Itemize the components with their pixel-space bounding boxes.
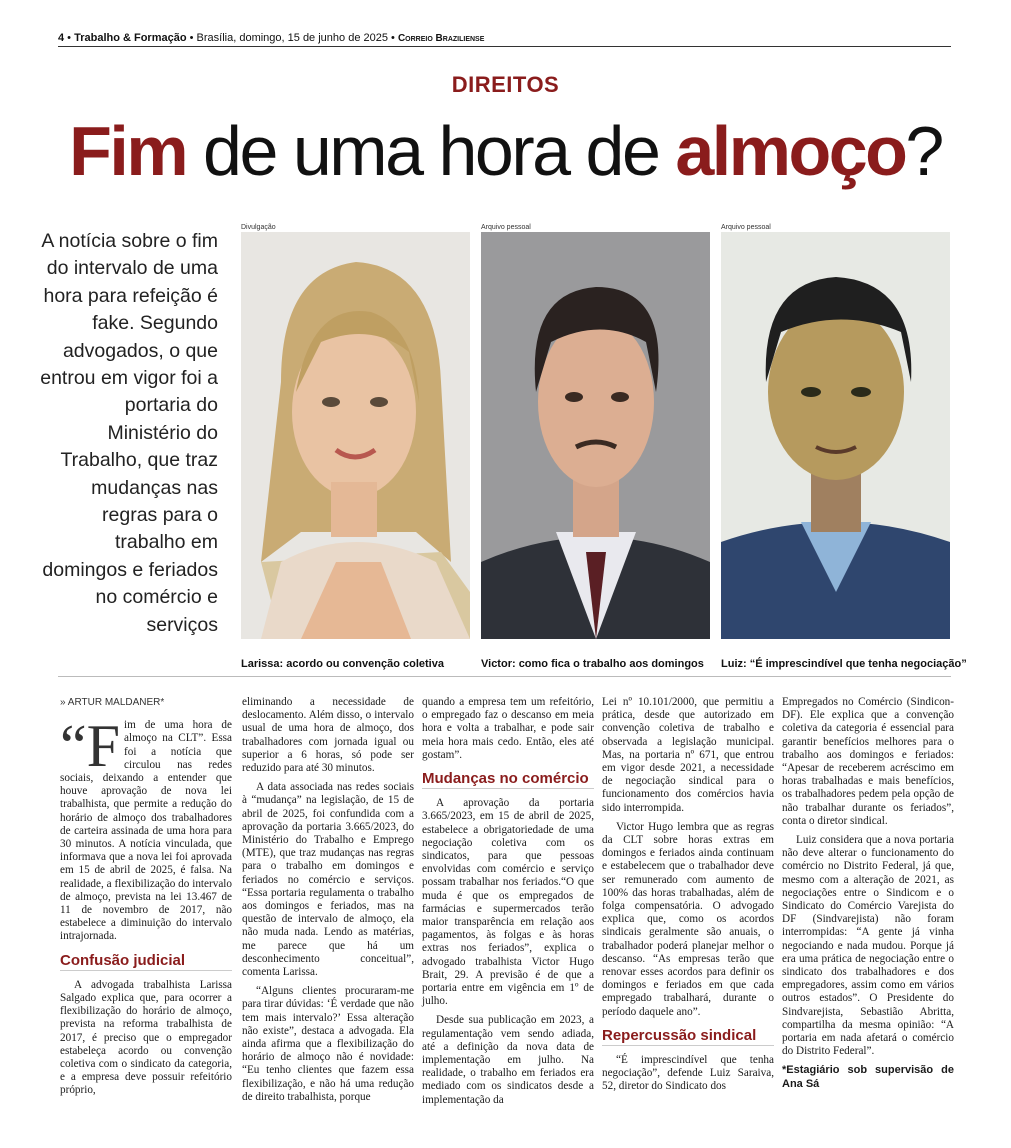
page-number: 4 [58,32,65,44]
photo-larissa [241,232,470,639]
portrait-victor-image [481,232,710,639]
headline-word-almoco: almoço [675,112,906,190]
caption-victor: Victor: como fica o trabalho aos domingos [481,658,704,670]
headline-question-mark: ? [905,112,942,190]
newspaper-brand: Correio Braziliense [397,33,485,44]
column-5-paragraph-1: Empregados no Comércio (Sindicon-DF). Ele explica que a convenção coletiva da categoria é essencial para garantir benefícios melhores para o trabalho aos domingos e feriados: “Apesar de receberem acréscimo em horas trabalhadas e mais benefícios, os trabalhadores pedem pela opção de não trabalhar durante os feriados”, conta o diretor sindical. [782,696,954,827]
column-3-paragraph-1: quando a empresa tem um refeitório, o empregado faz o descanso em meia hora e volta a trabalhar, e pode sair meia hora mais cedo. Então, eles até gostam”. [422,696,594,761]
column-4-paragraph-1: Lei nº 10.101/2000, que permitiu a prática, desde que autorizado em convenção coletiva de trabalho e observada a legislação municipal. Mas, na portaria nº 671, que entrou em vigor desde 2021, a necessidade de negociação sindical para o funcionamento dos comércios havia sido interrompida. [602,696,774,814]
byline: » ARTUR MALDANER* [60,697,165,708]
subhead-confusao-judicial: Confusão judicial [60,954,232,971]
text-column-4 [602,696,774,1100]
text-column-3 [422,696,594,1113]
column-5-paragraph-2: Luiz considera que a nova portaria não deve alterar o funcionamento do comércio no Distrito Federal, já que, mesmo com a alteração de 2021, as negociações entre o Sindicom e o Sindicato do Comércio Varejista do DF (Sindvarejista) não foram interrompidas: “A gente já vinha negociando e nada mudou. Porque já era uma prática de negociação entre o sindicato dos trabalhadores e dos empregadores, assim como em vários outros estados”. O Presidente do Sindvarejista, Sebastião Abritta, compartilha da mesma opinião: “A portaria em nada afetará o comércio do Distrito Federal”. [782,834,954,1058]
column-1-paragraph-1: im de uma hora de almoço na CLT”. Essa foi a notícia que circulou nas redes sociais, deixando a entender que houve aprovação de nova lei trabalhista, que permite a redução do horário de almoço dos trabalhadores de carteira assinada de uma hora para 30 minutos. A notícia vinculada, que informava que a nova lei foi aprovada em 15 de abril de 2025, é falsa. Na realidade, a flexibilização do intervalo de almoço, prevista na lei 13.467 de 11 de novembro de 2017, não estabelece a diminuição do intervalo intrajornada. [60,719,232,943]
subhead-mudancas-no-comercio: Mudanças no comércio [422,772,594,789]
caption-luiz: Luiz: “É imprescindível que tenha negociação” [721,658,967,670]
lede-text: A notícia sobre o fim do intervalo de uma hora para refeição é fake. Segundo advogados, o que entrou em vigor foi a portaria do Ministério do Trabalho, que traz mudanças nas regras para o trabalho em domingos e feriados no comércio e serviços [40,230,218,636]
photo-victor [481,232,710,639]
photo-credit-luiz: Arquivo pessoal [721,224,771,231]
photo-luiz [721,232,950,639]
portrait-larissa-image [241,232,470,639]
caption-larissa: Larissa: acordo ou convenção coletiva [241,658,444,670]
text-column-5 [782,696,954,1091]
intern-note: *Estagiário sob supervisão de Ana Sá [782,1064,954,1090]
section-kicker: DIREITOS [451,72,560,97]
section-name: Trabalho & Formação [74,32,187,44]
column-3-paragraph-3: Desde sua publicação em 2023, a regulamentação vem sendo adiada, até a definição da nova data de implementação em julho. Na realidade, o trabalho em feriados era mediado com os sindicatos desde a implementação da [422,1014,594,1106]
portrait-luiz-image [721,232,950,639]
text-column-2 [242,696,414,1110]
text-column-1 [60,696,232,1104]
divider-rule [58,676,951,677]
column-4-paragraph-3: “É imprescindível que tenha negociação”, defende Luiz Saraiva, 52, diretor do Sindicato dos [602,1054,774,1093]
column-2-paragraph-1: eliminando a necessidade de deslocamento. Além disso, o intervalo usual de uma hora de almoço, dos trabalhadores com jornada igual ou superior a 6 horas, só pode ser reduzido para até 30 minutos. [242,696,414,775]
page-folio: 4 • Trabalho & Formação • Brasília, domingo, 15 de junho de 2025 • Correio Braziliense [58,30,951,47]
headline-middle: de uma hora de [203,112,659,190]
drop-quote: “F [60,713,120,780]
photo-credit-larissa: Divulgação [241,224,276,231]
column-2-paragraph-3: “Alguns clientes procuraram-me para tirar dúvidas: ‘É verdade que não tem mais intervalo?’ Essa alteração não existe”, destaca a advogada. Ela ainda afirma que a flexibilização do horário de almoço não é novidade: “Eu tenho clientes que fazem essa flexibilização, e não há uma redução de direito trabalhista, porque [242,985,414,1103]
column-2-paragraph-2: A data associada nas redes sociais à “mudança” na legislação, de 15 de abril de 2025, foi confundida com a aprovação da portaria 3.665/2023, do Ministério do Trabalho e Emprego (MTE), que traz mudanças nas regras para o trabalho em domingos e feriados no comércio e serviços. “Essa portaria regulamenta o trabalho aos domingos e feriados, mas na questão de intervalo de almoço, ela não muda nada. Lendo as matérias, me parece que há um desconhecimento conceitual”, comenta Larissa. [242,781,414,979]
subhead-repercussao-sindical: Repercussão sindical [602,1029,774,1046]
headline [0,108,1011,194]
dateline: Brasília, domingo, 15 de junho de 2025 [196,32,388,44]
column-3-paragraph-2: A aprovação da portaria 3.665/2023, em 15 de abril de 2025, estabelece a obrigatoriedade de uma negociação coletiva com os sindicatos, para que pessoas envolvidas com comércio e serviço possam trabalhar nos feriados.“O que muda é que os empregados de farmácias e supermercados terão maior transparência em relação aos pagamentos, às folgas e às horas extras nos feriados”, explica o advogado trabalhista Victor Hugo Brait, 29. A previsão é de que a portaria entre em vigência em 1º de julho. [422,797,594,1008]
headline-word-fim: Fim [69,112,187,190]
photo-credit-victor: Arquivo pessoal [481,224,531,231]
column-4-paragraph-2: Victor Hugo lembra que as regras da CLT sobre horas extras em domingos e feriados ainda continuam e estabelecem que o trabalhador deve ser remunerado com aumento de 100% das horas trabalhadas, além de folga compensatória. O advogado explica que, como os acordos sindicais geralmente são anuais, o trabalhador poderá planejar melhor o descanso. “As empresas terão que renovar esses acordos para definir os domingos e feriados em que cada empregado trabalhará, durante o período daquele ano”. [602,820,774,1018]
column-1-paragraph-2: A advogada trabalhista Larissa Salgado explica que, para ocorrer a flexibilização do horário de almoço, prevista na reforma trabalhista de 2017, é preciso que o empregador estabeleça acordo ou convenção coletiva com o sindicato da categoria, e a empresa deve possuir refeitório próprio, [60,978,232,1097]
